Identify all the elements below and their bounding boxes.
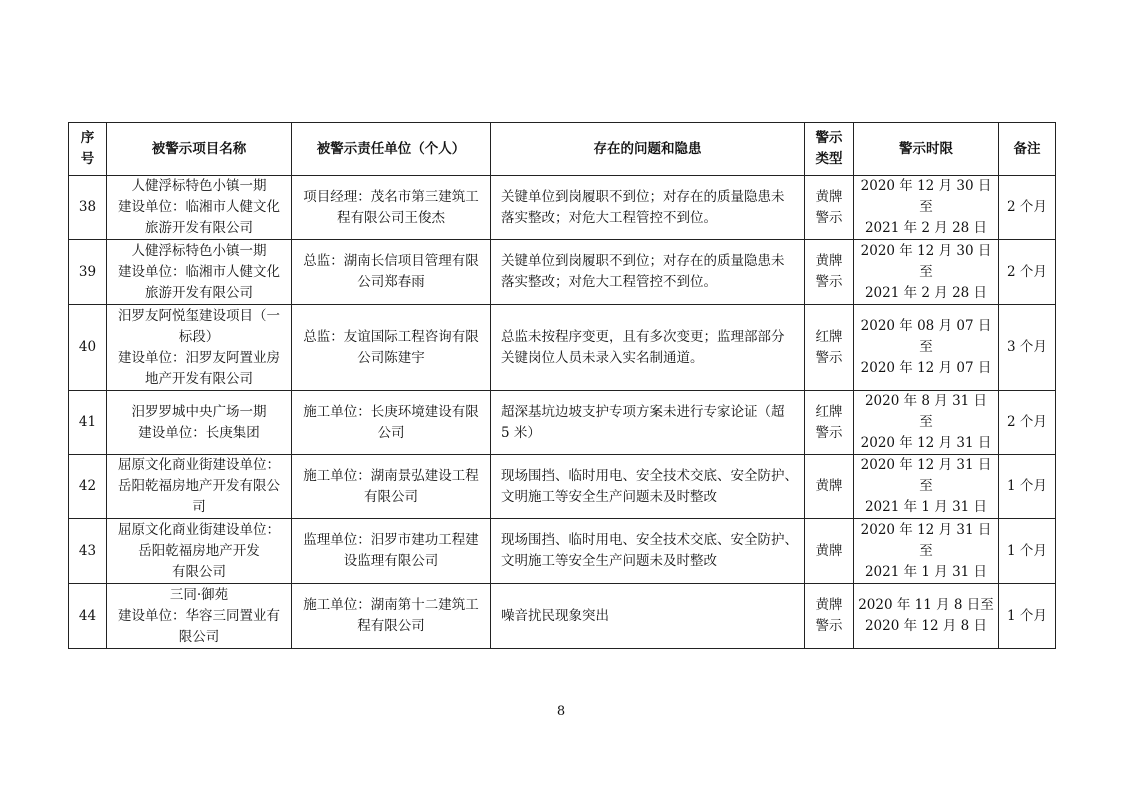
cell-project: 屈原文化商业街建设单位： 岳阳乾福房地产开发 有限公司 <box>107 519 292 584</box>
table-row <box>69 305 1056 391</box>
cell-note: 1 个月 <box>999 584 1056 649</box>
cell-note: 1 个月 <box>999 519 1056 584</box>
cell-type: 黄牌 警示 <box>805 584 854 649</box>
cell-no: 41 <box>69 391 107 455</box>
cell-issue: 关键单位到岗履职不到位；对存在的质量隐患未 落实整改；对危大工程管控不到位。 <box>491 240 805 305</box>
cell-project: 汨罗罗城中央广场一期 建设单位：长庚集团 <box>107 391 292 455</box>
cell-project: 屈原文化商业街建设单位： 岳阳乾福房地产开发有限公 司 <box>107 455 292 519</box>
cell-note: 1 个月 <box>999 455 1056 519</box>
cell-project: 人健浮标特色小镇一期 建设单位：临湘市人健文化 旅游开发有限公司 <box>107 240 292 305</box>
cell-period: 2020 年 12 月 31 日至 2021 年 1 月 31 日 <box>854 519 999 584</box>
header-no: 序 号 <box>69 123 107 176</box>
table-row <box>69 455 1056 519</box>
cell-project: 人健浮标特色小镇一期 建设单位：临湘市人健文化 旅游开发有限公司 <box>107 176 292 240</box>
cell-no: 38 <box>69 176 107 240</box>
cell-period: 2020 年 11 月 8 日至 2020 年 12 月 8 日 <box>854 584 999 649</box>
cell-period: 2020 年 12 月 31 日至 2021 年 1 月 31 日 <box>854 455 999 519</box>
cell-period: 2020 年 08 月 07 日至 2020 年 12 月 07 日 <box>854 305 999 391</box>
cell-unit: 总监：湖南长信项目管理有限 公司郑春雨 <box>292 240 491 305</box>
cell-unit: 总监：友谊国际工程咨询有限 公司陈建宇 <box>292 305 491 391</box>
table-row <box>69 240 1056 305</box>
cell-unit: 项目经理：茂名市第三建筑工 程有限公司王俊杰 <box>292 176 491 240</box>
cell-issue: 现场围挡、临时用电、安全技术交底、安全防护、 文明施工等安全生产问题未及时整改 <box>491 455 805 519</box>
cell-unit: 施工单位：湖南第十二建筑工 程有限公司 <box>292 584 491 649</box>
cell-note: 3 个月 <box>999 305 1056 391</box>
header-project: 被警示项目名称 <box>107 123 292 176</box>
cell-period: 2020 年 12 月 30 日至 2021 年 2 月 28 日 <box>854 176 999 240</box>
cell-period: 2020 年 8 月 31 日 至 2020 年 12 月 31 日 <box>854 391 999 455</box>
cell-issue: 关键单位到岗履职不到位；对存在的质量隐患未 落实整改；对危大工程管控不到位。 <box>491 176 805 240</box>
cell-unit: 施工单位：长庚环境建设有限 公司 <box>292 391 491 455</box>
cell-no: 40 <box>69 305 107 391</box>
cell-type: 黄牌 <box>805 519 854 584</box>
cell-note: 2 个月 <box>999 176 1056 240</box>
cell-period: 2020 年 12 月 30 日至 2021 年 2 月 28 日 <box>854 240 999 305</box>
cell-unit: 监理单位：汨罗市建功工程建 设监理有限公司 <box>292 519 491 584</box>
cell-note: 2 个月 <box>999 240 1056 305</box>
header-type: 警示 类型 <box>805 123 854 176</box>
table-row <box>69 176 1056 240</box>
cell-project: 汨罗友阿悦玺建设项目（一 标段） 建设单位：汨罗友阿置业房 地产开发有限公司 <box>107 305 292 391</box>
header-issue: 存在的问题和隐患 <box>491 123 805 176</box>
cell-issue: 超深基坑边坡支护专项方案未进行专家论证（超 5 米） <box>491 391 805 455</box>
header-unit: 被警示责任单位（个人） <box>292 123 491 176</box>
table-row <box>69 519 1056 584</box>
cell-no: 39 <box>69 240 107 305</box>
cell-type: 黄牌 <box>805 455 854 519</box>
cell-type: 黄牌 警示 <box>805 240 854 305</box>
cell-type: 红牌 警示 <box>805 305 854 391</box>
header-period: 警示时限 <box>854 123 999 176</box>
table-row <box>69 584 1056 649</box>
cell-no: 42 <box>69 455 107 519</box>
cell-type: 黄牌 警示 <box>805 176 854 240</box>
cell-type: 红牌 警示 <box>805 391 854 455</box>
cell-no: 44 <box>69 584 107 649</box>
cell-unit: 施工单位：湖南景弘建设工程 有限公司 <box>292 455 491 519</box>
header-note: 备注 <box>999 123 1056 176</box>
header-row <box>69 123 1056 176</box>
cell-issue: 总监未按程序变更，且有多次变更；监理部部分 关键岗位人员未录入实名制通道。 <box>491 305 805 391</box>
cell-note: 2 个月 <box>999 391 1056 455</box>
cell-issue: 现场围挡、临时用电、安全技术交底、安全防护、 文明施工等安全生产问题未及时整改 <box>491 519 805 584</box>
cell-no: 43 <box>69 519 107 584</box>
cell-issue: 噪音扰民现象突出 <box>491 584 805 649</box>
cell-project: 三同·御苑 建设单位：华容三同置业有 限公司 <box>107 584 292 649</box>
table-row <box>69 391 1056 455</box>
page-number: 8 <box>556 704 566 719</box>
warning-table <box>68 122 1056 649</box>
